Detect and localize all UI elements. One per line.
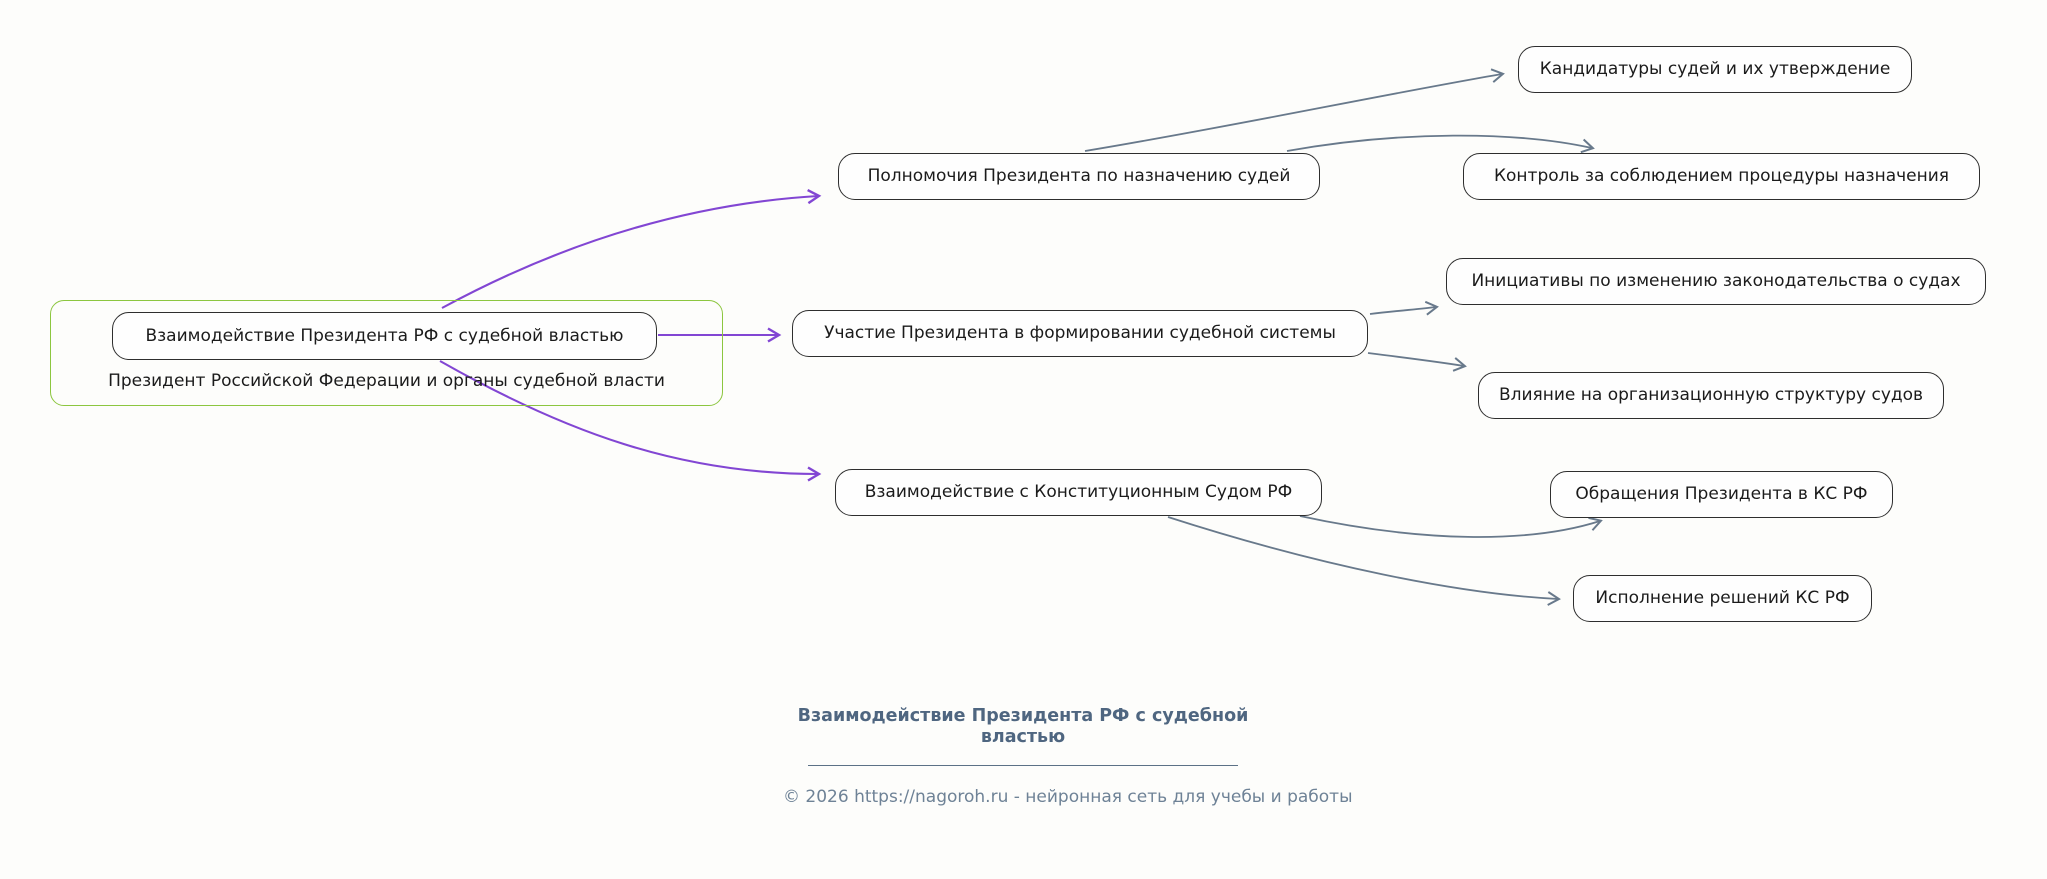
leaf-node-2-1: Инициативы по изменению законодательства о судах — [1446, 258, 1986, 305]
footer — [783, 706, 1353, 807]
branch-node-2: Участие Президента в формировании судебной системы — [792, 310, 1368, 357]
edge-branch3-to-leaf1 — [1300, 516, 1600, 537]
edge-branch3-to-leaf2 — [1168, 517, 1558, 599]
leaf-node-2-2: Влияние на организационную структуру судов — [1478, 372, 1944, 419]
edge-branch2-to-leaf1 — [1370, 307, 1436, 314]
edge-root-to-branch-1 — [442, 196, 818, 308]
edge-branch2-to-leaf2 — [1368, 353, 1464, 366]
leaf-node-3-2: Исполнение решений КС РФ — [1573, 575, 1872, 622]
root-subtitle-label: Президент Российской Федерации и органы судебной власти — [108, 371, 665, 391]
branch-node-1: Полномочия Президента по назначению судей — [838, 153, 1320, 200]
branch-node-3: Взаимодействие с Конституционным Судом РФ — [835, 469, 1322, 516]
footer-copyright: © 2026 https://nagoroh.ru - нейронная сеть для учебы и работы — [783, 786, 1353, 807]
leaf-node-1-1: Кандидатуры судей и их утверждение — [1518, 46, 1912, 93]
leaf-node-1-2: Контроль за соблюдением процедуры назначения — [1463, 153, 1980, 200]
footer-divider — [808, 765, 1238, 766]
footer-title: Взаимодействие Президента РФ с судебной властью — [797, 706, 1249, 748]
root-title-node: Взаимодействие Президента РФ с судебной властью — [112, 312, 657, 360]
leaf-node-3-1: Обращения Президента в КС РФ — [1550, 471, 1893, 518]
edge-branch1-to-leaf1 — [1085, 74, 1502, 151]
edge-branch1-to-leaf2 — [1287, 136, 1592, 151]
